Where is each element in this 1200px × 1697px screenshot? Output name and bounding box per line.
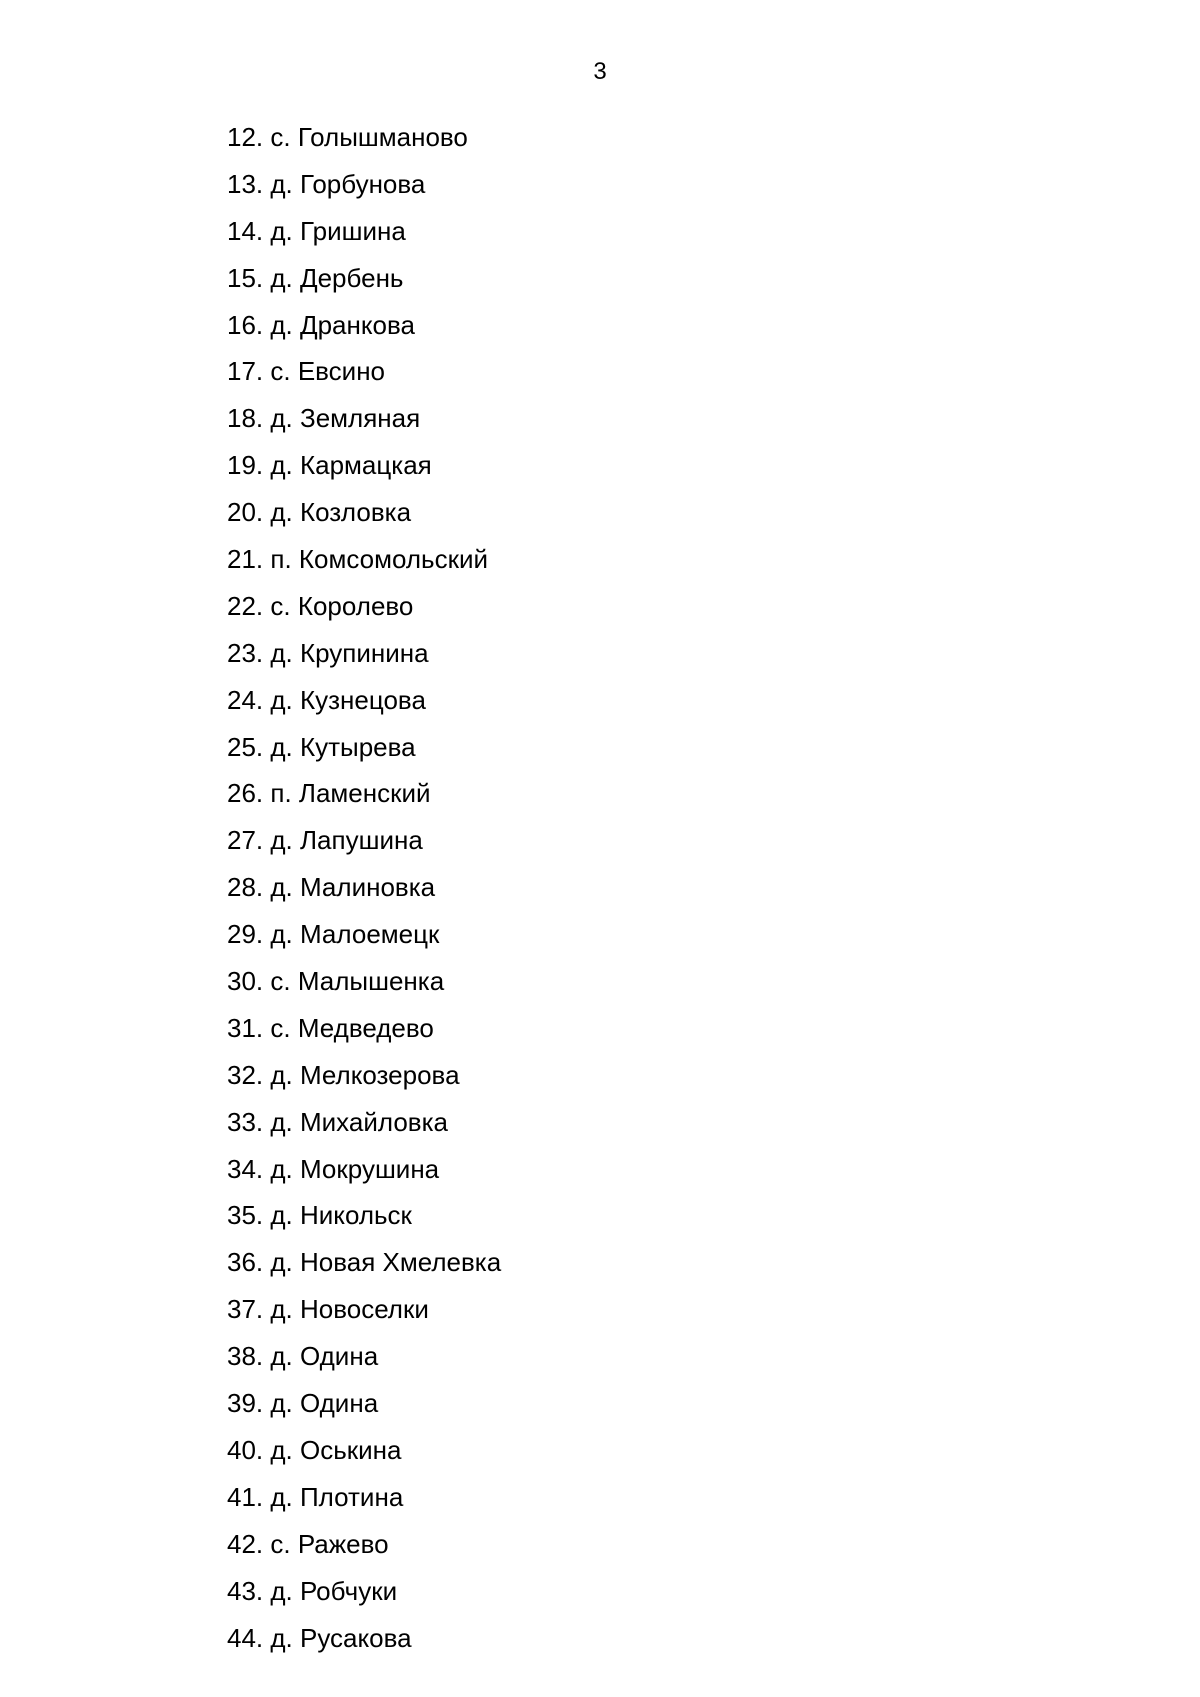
list-item: 36. д. Новая Хмелевка [227,1247,502,1278]
list-item: 40. д. Оськина [227,1434,402,1465]
list-item: 28. д. Малиновка [227,872,436,903]
list-item: 16. д. Дранкова [227,309,415,340]
list-item: 23. д. Крупинина [227,637,429,668]
list-item: 39. д. Одина [227,1388,379,1419]
list-item: 33. д. Михайловка [227,1106,448,1137]
list-item: 29. д. Малоемецк [227,919,440,950]
list-item: 24. д. Кузнецова [227,684,426,715]
list-item: 34. д. Мокрушина [227,1153,440,1184]
list-item: 30. с. Малышенка [227,966,445,997]
list-item: 21. п. Комсомольский [227,544,489,575]
list-item: 18. д. Земляная [227,403,421,434]
list-item: 14. д. Гришина [227,215,406,246]
list-item: 22. с. Королево [227,590,414,621]
list-item: 19. д. Кармацкая [227,450,432,481]
list-item: 25. д. Кутырева [227,731,416,762]
list-item: 38. д. Одина [227,1341,379,1372]
list-item: 26. п. Ламенский [227,778,431,809]
list-item: 44. д. Русакова [227,1622,412,1653]
list-item: 13. д. Горбунова [227,168,426,199]
list-item: 32. д. Мелкозерова [227,1059,460,1090]
list-item: 31. с. Медведево [227,1012,434,1043]
list-item: 42. с. Ражево [227,1528,389,1559]
list-item: 35. д. Никольск [227,1200,412,1231]
list-item: 41. д. Плотина [227,1481,404,1512]
list-item: 27. д. Лапушина [227,825,423,856]
list-item: 37. д. Новоселки [227,1294,429,1325]
page-number: 3 [593,58,607,85]
list-item: 20. д. Козловка [227,497,412,528]
list-item: 15. д. Дербень [227,262,404,293]
settlement-list [227,114,501,1661]
list-item: 12. с. Голышманово [227,122,468,152]
list-item: 43. д. Робчуки [227,1575,398,1606]
list-item: 17. с. Евсино [227,356,386,387]
